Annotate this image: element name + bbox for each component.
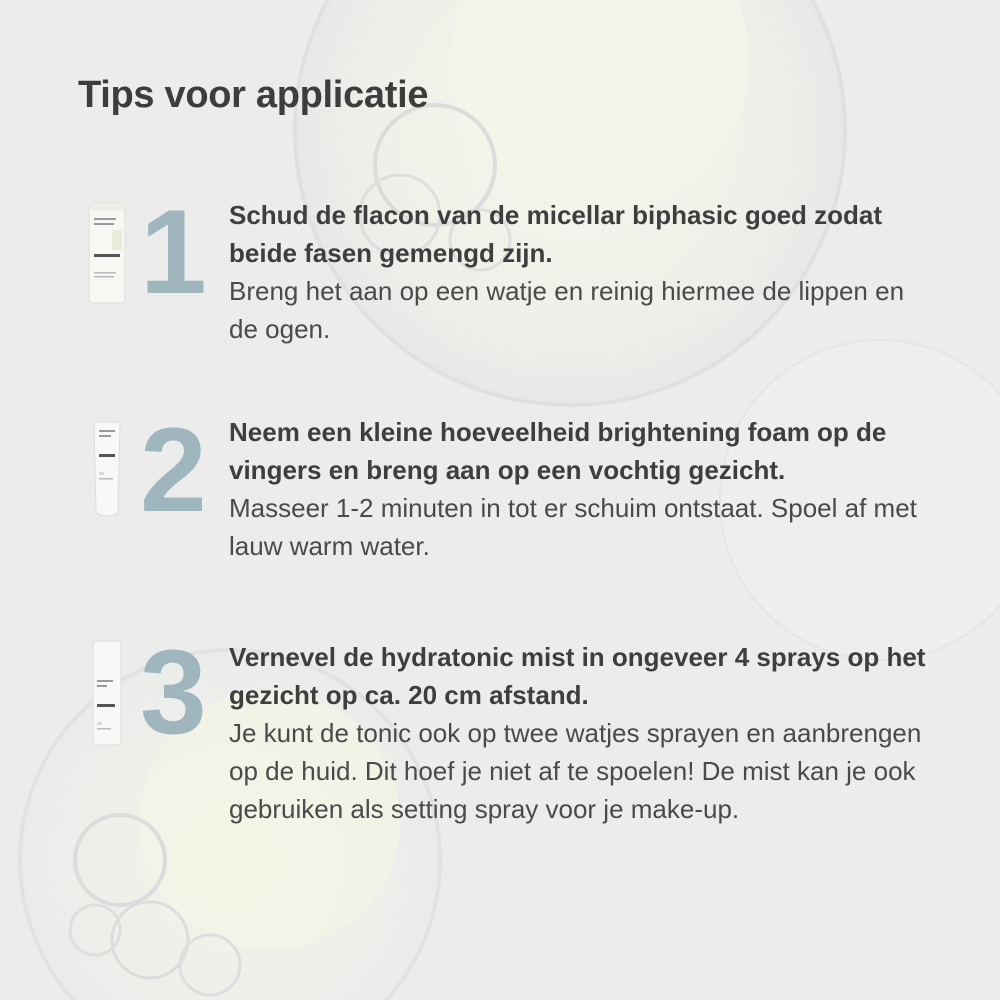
step-instruction-bold: Schud de flacon van de micellar biphasic goed zodat beide fasen gemengd zijn. [229,200,883,268]
page-title: Tips voor applicatie [78,74,429,116]
step-text [229,196,929,348]
step-instruction-bold: Neem een kleine hoeveelheid brightening foam op de vingers en breng aan op een vochtig gezicht. [229,417,887,485]
foam-tube-image [92,420,122,518]
micellar-bottle-image [88,202,126,304]
step-instruction: Breng het aan op een watje en reinig hiermee de lippen en de ogen. [229,276,905,344]
mist-bottle-image [92,640,122,746]
step-text [229,638,929,828]
step-number: 1 [140,185,207,319]
step-number: 3 [140,625,207,759]
step-instruction: Je kunt de tonic ook op twee watjes sprayen en aanbrengen op de huid. Dit hoef je niet af te spoelen! De mist kan je ook gebruiken als setting spray voor je make-up. [229,718,922,824]
step-number: 2 [140,403,207,537]
step-text [229,413,929,565]
step-instruction-bold: Vernevel de hydratonic mist in ongeveer 4 sprays op het gezicht op ca. 20 cm afstand. [229,642,926,710]
step-instruction: Masseer 1-2 minuten in tot er schuim ontstaat. Spoel af met lauw warm water. [229,493,917,561]
